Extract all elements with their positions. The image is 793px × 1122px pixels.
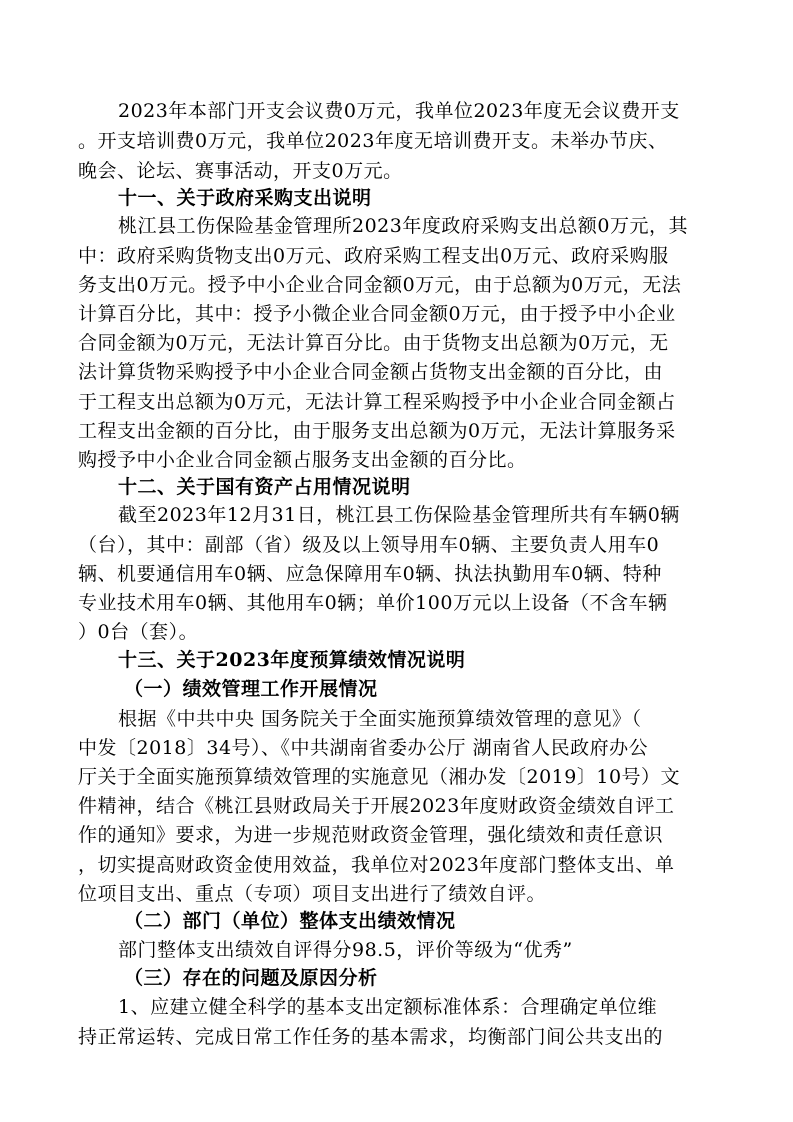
paragraph-line: ，切实提高财政资金使用效益，我单位对2023年度部门整体支出、单 [78, 854, 675, 876]
paragraph-line: 持正常运转、完成日常工作任务的基本需求，均衡部门间公共支出的 [78, 1026, 664, 1048]
paragraph-line: 专业技术用车0辆、其他用车0辆；单价100万元以上设备（不含车辆 [78, 592, 668, 614]
subsection-heading: （三）存在的问题及原因分析 [124, 967, 378, 989]
paragraph-line: 法计算货物采购授予中小企业合同金额占货物支出金额的百分比，由 [78, 361, 664, 383]
paragraph-line: 桃江县工伤保险基金管理所2023年度政府采购支出总额0万元，其 [118, 215, 688, 237]
paragraph-line: 工程支出金额的百分比，由于服务支出总额为0万元，无法计算服务采 [78, 420, 676, 442]
subsection-heading: （二）部门（单位）整体支出绩效情况 [124, 910, 456, 932]
paragraph-line: 购授予中小企业合同金额占服务支出金额的百分比。 [78, 449, 527, 471]
section-heading: 十一、关于政府采购支出说明 [118, 187, 372, 209]
paragraph-line: 晚会、论坛、赛事活动，开支0万元。 [78, 160, 403, 182]
paragraph-line: 截至2023年12月31日，桃江县工伤保险基金管理所共有车辆0辆 [118, 504, 680, 526]
paragraph-line: 1、应建立健全科学的基本支出定额标准体系：合理确定单位维 [118, 996, 658, 1018]
section-heading: 十二、关于国有资产占用情况说明 [118, 476, 411, 498]
paragraph-line: 件精神，结合《桃江县财政局关于开展2023年度财政资金绩效自评工 [78, 795, 675, 817]
paragraph-line: 部门整体支出绩效自评得分98.5，评价等级为“优秀” [118, 939, 573, 961]
paragraph-line: 中：政府采购货物支出0万元、政府采购工程支出0万元、政府采购服 [78, 245, 669, 267]
paragraph-line: 于工程支出总额为0万元，无法计算工程采购授予中小企业合同金额占 [78, 391, 676, 413]
paragraph-line: 作的通知》要求，为进一步规范财政资金管理，强化绩效和责任意识 [78, 824, 664, 846]
paragraph-line: 务支出0万元。授予中小企业合同金额0万元，由于总额为0万元，无法 [78, 274, 682, 296]
section-heading: 十三、关于2023年度预算绩效情况说明 [118, 649, 466, 671]
paragraph-line: 厅关于全面实施预算绩效管理的实施意见（湘办发〔2019〕10号）文 [78, 766, 681, 788]
subsection-heading: （一）绩效管理工作开展情况 [124, 678, 378, 700]
paragraph-line: ）0台（套）。 [78, 621, 199, 643]
paragraph-line: 中发〔2018〕34号）、《中共湖南省委办公厅 湖南省人民政府办公 [78, 737, 649, 759]
paragraph-line: 计算百分比，其中：授予小微企业合同金额0万元，由于授予中小企业 [78, 303, 676, 325]
paragraph-line: 2023年本部门开支会议费0万元，我单位2023年度无会议费开支 [118, 100, 680, 122]
paragraph-line: 。开支培训费0万元，我单位2023年度无培训费开支。未举办节庆、 [78, 130, 668, 152]
paragraph-line: 根据《中共中央 国务院关于全面实施预算绩效管理的意见》（ [118, 708, 642, 730]
paragraph-line: 合同金额为0万元，无法计算百分比。由于货物支出总额为0万元，无 [78, 332, 669, 354]
paragraph-line: （台），其中：副部（省）级及以上领导用车0辆、主要负责人用车0 [78, 534, 660, 556]
paragraph-line: 辆、机要通信用车0辆、应急保障用车0辆、执法执勤用车0辆、特种 [78, 563, 662, 585]
paragraph-line: 位项目支出、重点（专项）项目支出进行了绩效自评。 [78, 883, 547, 905]
